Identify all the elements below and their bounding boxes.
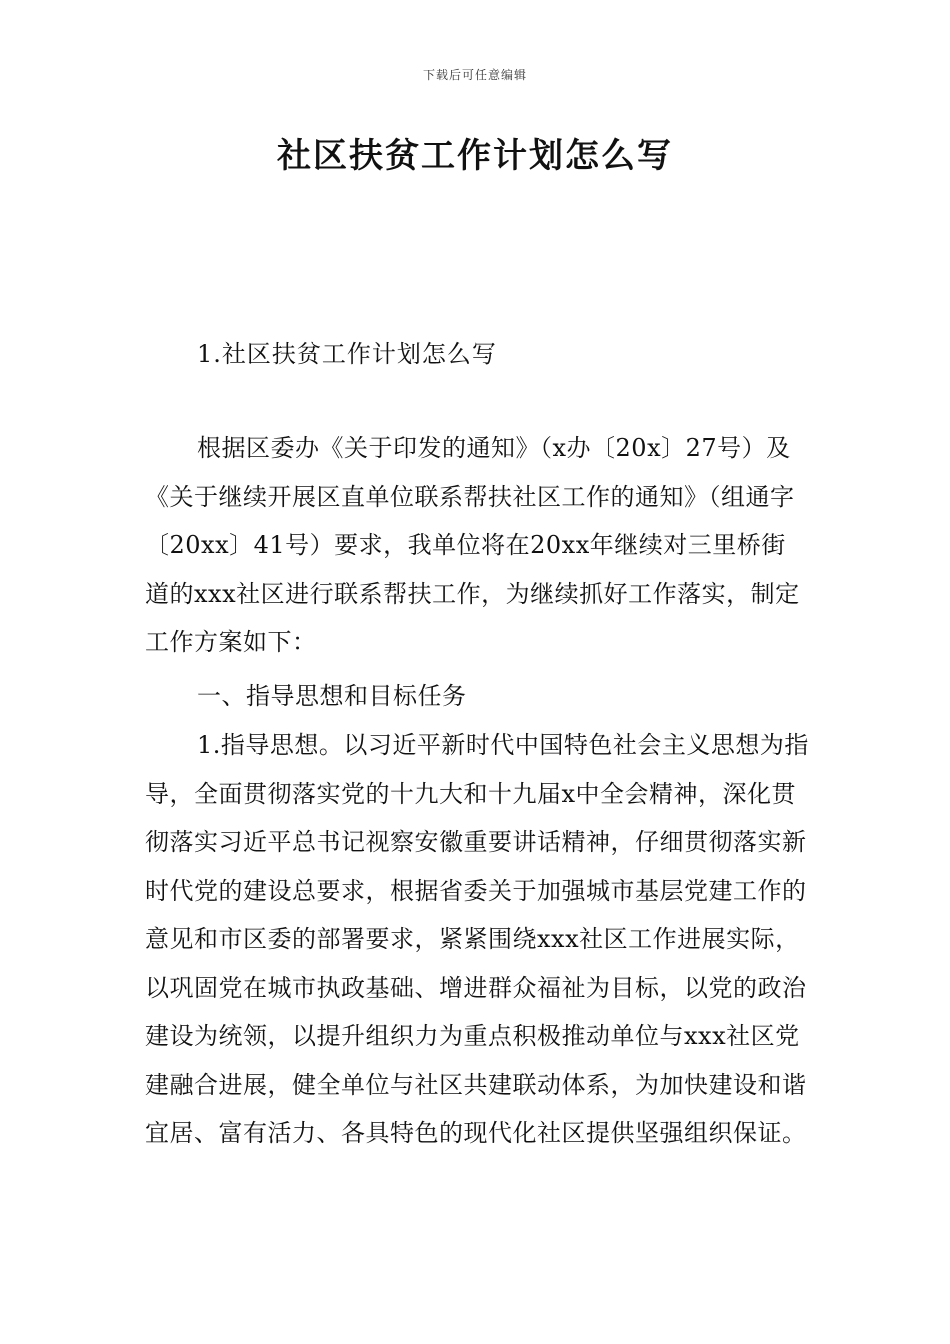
- paragraph-heading-guidance: 一、指导思想和目标任务: [197, 682, 467, 710]
- paragraph-guiding-thought: 1.指导思想。以习近平新时代中国特色社会主义思想为指导，全面贯彻落实党的十九大和十九届x中全会精神，深化贯彻落实习近平总书记视察安徽重要讲话精神，仔细贯彻落实新时代党的建设总要求，根据省委关于加强城市基层党建工作的意见和市区委的部署要求，紧紧围绕xxx社区工作进展实际，以巩固党在城市执政基础、增进群众福祉为目标，以党的政治建设为统领，以提升组织力为重点积极推动单位与xxx社区党建融合进展，健全单位与社区共建联动体系，为加快建设和谐宜居、富有活力、各具特色的现代化社区提供坚强组织保证。: [145, 731, 809, 1147]
- section-heading: 1.社区扶贫工作计划怎么写: [197, 340, 497, 368]
- document-title: 社区扶贫工作计划怎么写: [277, 136, 673, 176]
- paragraph-intro: 根据区委办《关于印发的通知》（x办〔20x〕27号）及《关于继续开展区直单位联系帮扶社区工作的通知》（组通字〔20xx〕41号）要求，我单位将在20xx年继续对三里桥街道的xxx社区进行联系帮扶工作，为继续抓好工作落实，制定工作方案如下：: [145, 434, 800, 656]
- header-note: 下载后可任意编辑: [422, 68, 527, 82]
